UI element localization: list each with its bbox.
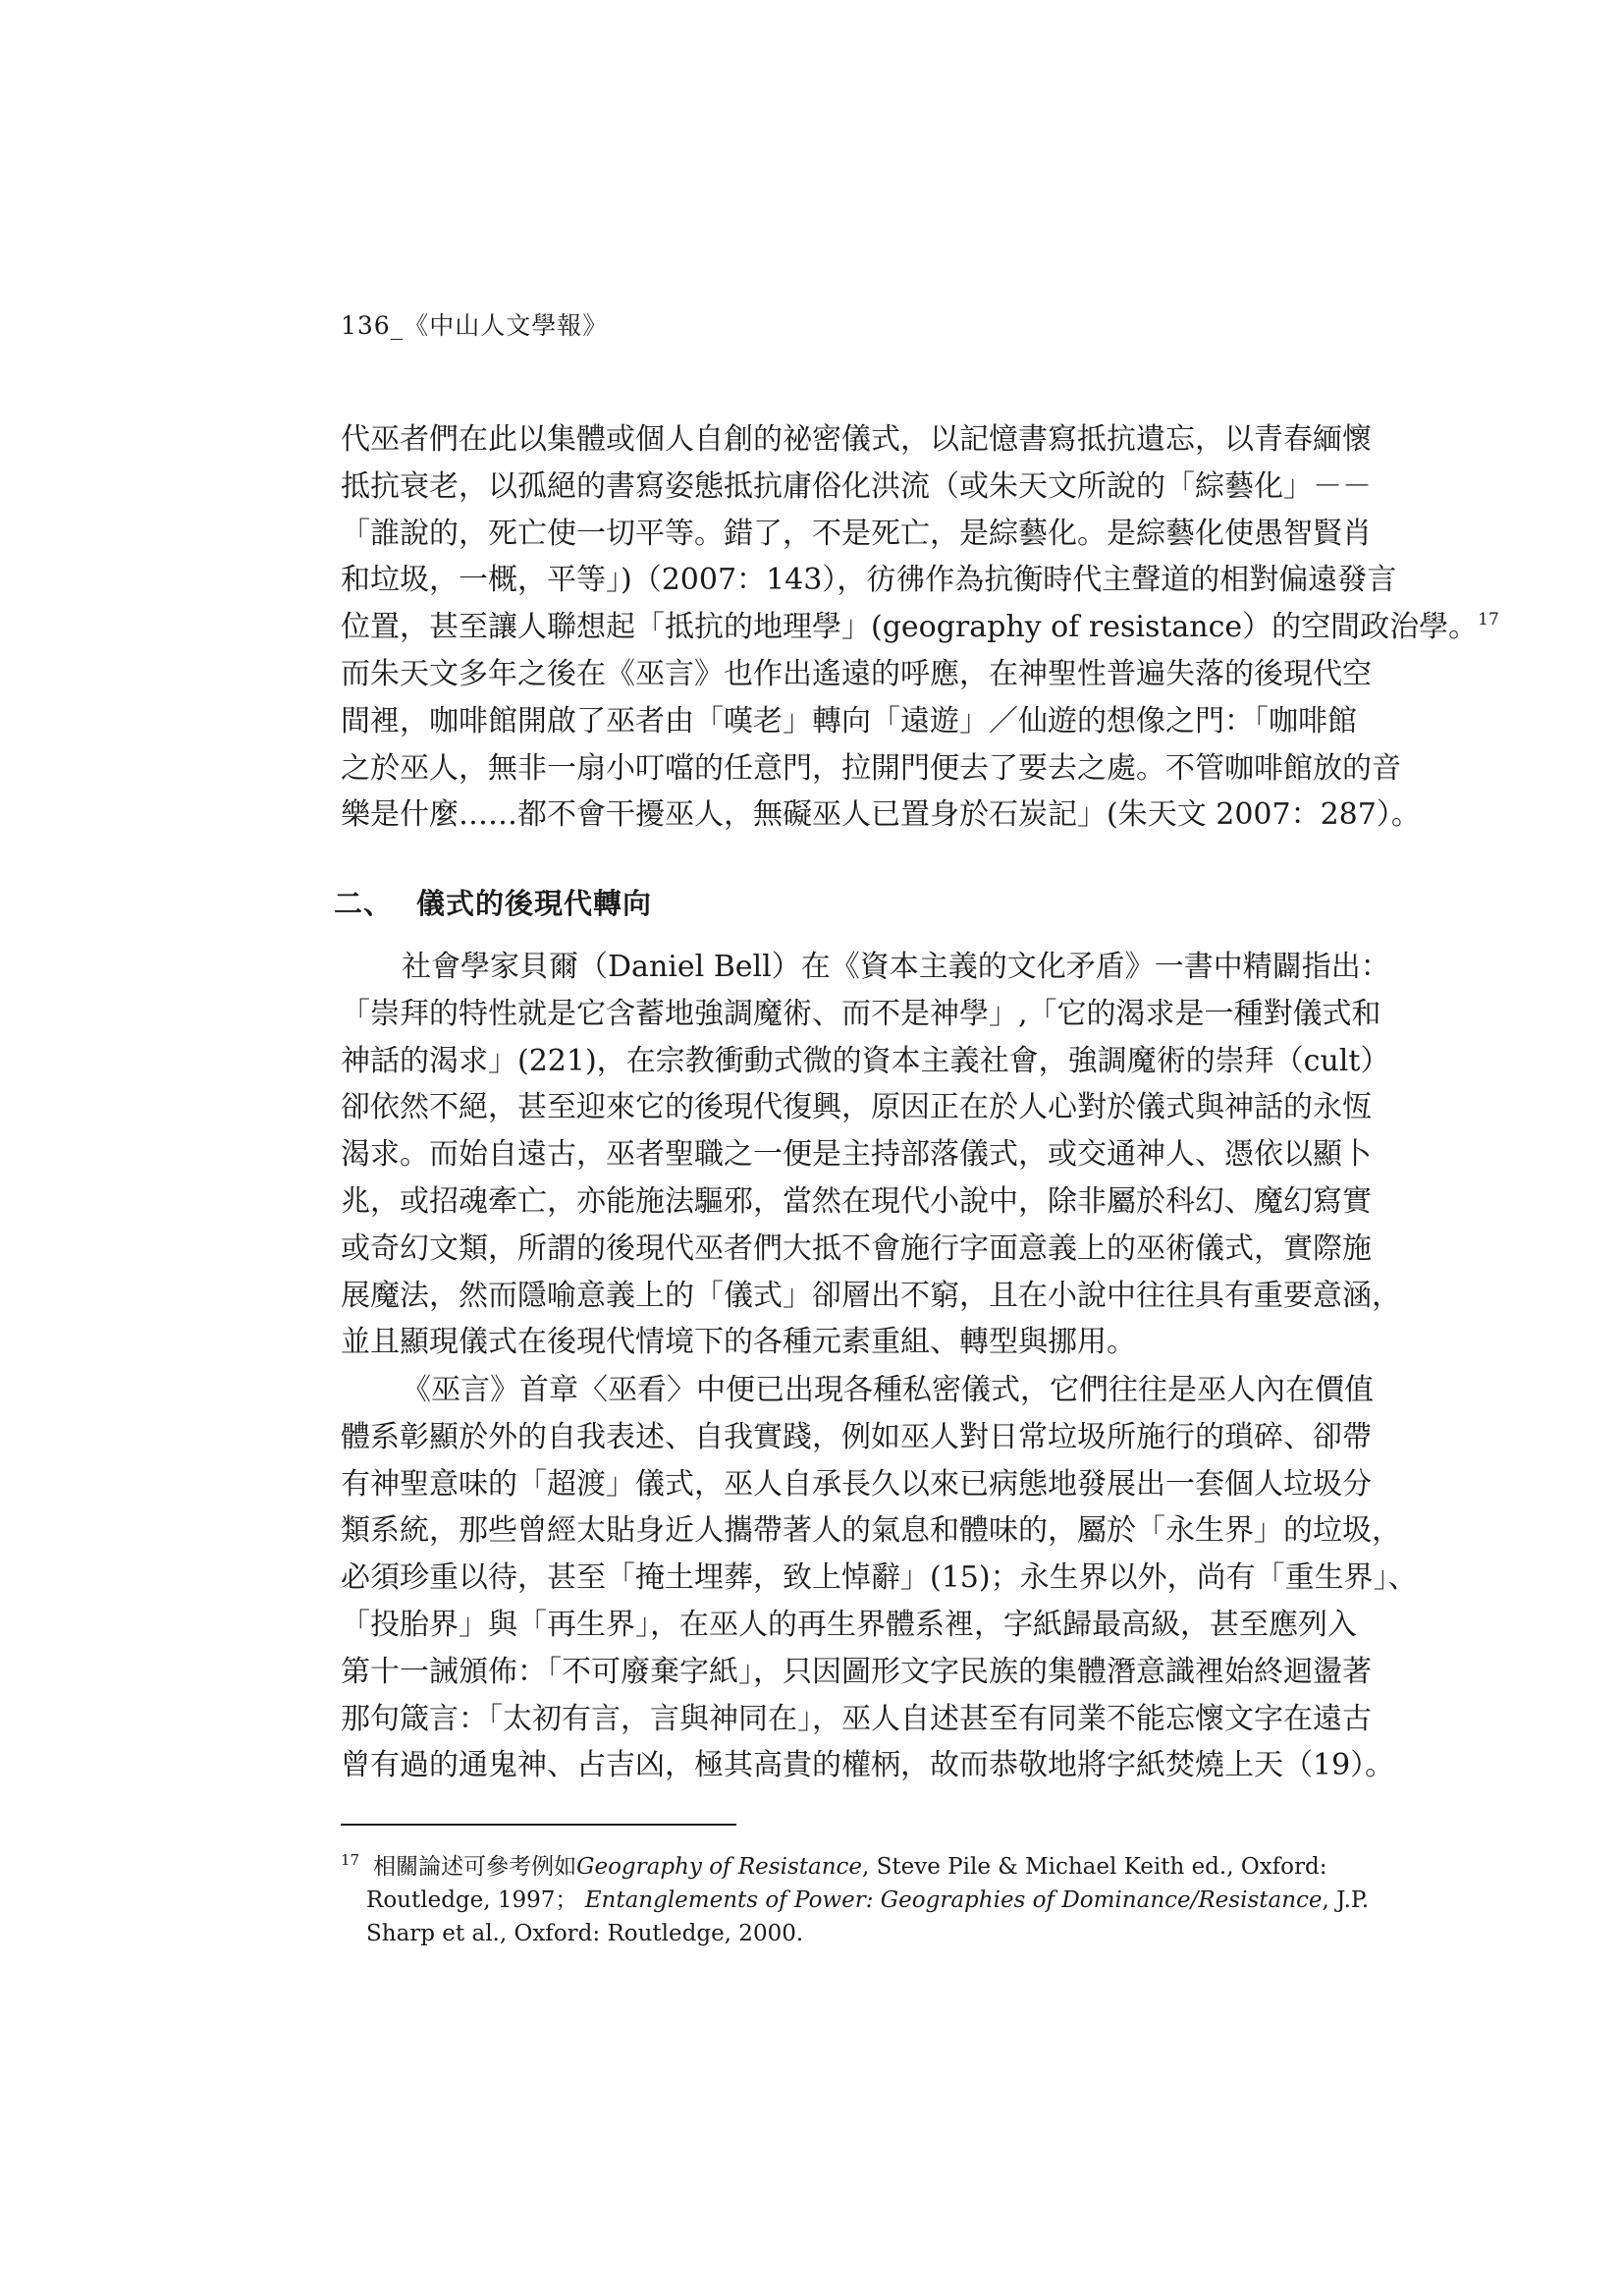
text-line: 那句箴言：「太初有言，言與神同在」，巫人自述甚至有同業不能忘懷文字在遠古	[341, 1701, 1372, 1736]
text-line: 「誰說的，死亡使一切平等。錯了，不是死亡，是綜藝化。是綜藝化使愚智賢肖	[341, 516, 1372, 551]
text-line: 間裡，咖啡館開啟了巫者由「嘆老」轉向「遠遊」／仙遊的想像之門：「咖啡館	[341, 703, 1357, 738]
paragraph-3	[341, 1367, 1418, 1789]
text-line: 或奇幻文類，所謂的後現代巫者們大抵不會施行字面意義上的巫術儀式，實際施	[341, 1230, 1372, 1266]
text-line: 「投胎界」與「再生界」，在巫人的再生界體系裡，字紙歸最高級，甚至應列入	[341, 1607, 1357, 1642]
text-line: 第十一誡頒佈：「不可廢棄字紙」，只因圖形文字民族的集體潛意識裡始終迴盪著	[341, 1654, 1372, 1689]
text-line: 並且顯現儀式在後現代情境下的各種元素重組、轉型與挪用。	[341, 1325, 1136, 1360]
text-line: 兆，或招魂牽亡，亦能施法驅邪，當然在現代小說中，除非屬於科幻、魔幻寫實	[341, 1183, 1372, 1219]
footnote-citation: , Steve Pile & Michael Keith ed., Oxford:	[862, 1854, 1327, 1880]
text-line: 和垃圾，一概，平等」)（2007：143），彷彿作為抗衡時代主聲道的相對偏遠發言	[341, 563, 1397, 598]
text-line: 代巫者們在此以集體或個人自創的祕密儀式，以記憶書寫抵抗遺忘，以青春緬懷	[341, 422, 1372, 457]
text-line-content: 位置，甚至讓人聯想起「抵抗的地理學」(geography of resistance）的空間政治學。	[341, 610, 1479, 645]
footnote-book-title: Entanglements of Power: Geographies of Dominance/Resistance	[584, 1887, 1323, 1913]
running-head: 136_《中山人文學報》	[341, 311, 609, 340]
text-line: 抵抗衰老，以孤絕的書寫姿態抵抗庸俗化洪流（或朱天文所說的「綜藝化」－－	[341, 468, 1372, 504]
footnote-line	[341, 1850, 1327, 1884]
footnote-citation: , J.P.	[1322, 1887, 1370, 1913]
text-line: 卻依然不絕，甚至迎來它的後現代復興，原因正在於人心對於儀式與神話的永恆	[341, 1090, 1372, 1125]
text-line: 社會學家貝爾（Daniel Bell）在《資本主義的文化矛盾》一書中精闢指出：	[402, 950, 1390, 984]
footnote-citation: Routledge, 1997；	[366, 1887, 578, 1913]
footnote-intro: 相關論述可參考例如	[373, 1854, 577, 1880]
text-line: 之於巫人，無非一扇小叮噹的任意門，拉開門便去了要去之處。不管咖啡館放的音	[341, 750, 1401, 786]
text-line: 體系彰顯於外的自我表述、自我實踐，例如巫人對日常垃圾所施行的瑣碎、卻帶	[341, 1419, 1372, 1454]
text-line: 《巫言》首章〈巫看〉中便已出現各種私密儀式，它們往往是巫人內在價值	[402, 1373, 1374, 1407]
text-line	[341, 604, 1499, 651]
text-line: 樂是什麼……都不會干擾巫人，無礙巫人已置身於石炭記」(朱天文 2007：287）。	[341, 797, 1421, 833]
text-line: 渴求。而始自遠古，巫者聖職之一便是主持部落儀式，或交通神人、憑依以顯卜	[341, 1137, 1372, 1173]
footnote-reference[interactable]: 17	[1478, 610, 1499, 630]
text-line: 「崇拜的特性就是它含蓄地強調魔術、而不是神學」,「它的渴求是一種對儀式和	[341, 996, 1381, 1031]
footnote-17	[341, 1850, 1370, 1950]
footnote-divider	[341, 1824, 736, 1826]
footnote-marker: 17	[341, 1851, 360, 1869]
footnote-line	[341, 1884, 1370, 1917]
section-title: 儀式的後現代轉向	[416, 887, 653, 920]
footnote-line: Sharp et al., Oxford: Routledge, 2000.	[366, 1921, 804, 1946]
text-line: 類系統，那些曾經太貼身近人攜帶著人的氣息和體味的，屬於「永生界」的垃圾，	[341, 1513, 1401, 1549]
text-line: 曾有過的通鬼神、占吉凶，極其高貴的權柄，故而恭敬地將字紙焚燒上天（19）。	[341, 1748, 1395, 1783]
text-line: 有神聖意味的「超渡」儀式，巫人自承長久以來已病態地發展出一套個人垃圾分	[341, 1466, 1372, 1502]
footnote-book-title: Geography of Resistance	[576, 1854, 863, 1880]
paragraph-1	[341, 416, 1499, 839]
text-line: 展魔法，然而隱喻意義上的「儀式」卻層出不窮，且在小說中往往具有重要意涵，	[341, 1278, 1401, 1313]
section-number: 二、	[334, 887, 394, 920]
text-line: 神話的渴求」(221)，在宗教衝動式微的資本主義社會，強調魔術的崇拜（cult）	[341, 1043, 1390, 1078]
text-line: 必須珍重以待，甚至「掩土埋葬，致上悼辭」(15)；永生界以外，尚有「重生界」、	[341, 1560, 1418, 1596]
paragraph-2	[341, 944, 1401, 1366]
text-line: 而朱天文多年之後在《巫言》也作出遙遠的呼應，在神聖性普遍失落的後現代空	[341, 656, 1372, 691]
section-heading	[334, 882, 652, 922]
